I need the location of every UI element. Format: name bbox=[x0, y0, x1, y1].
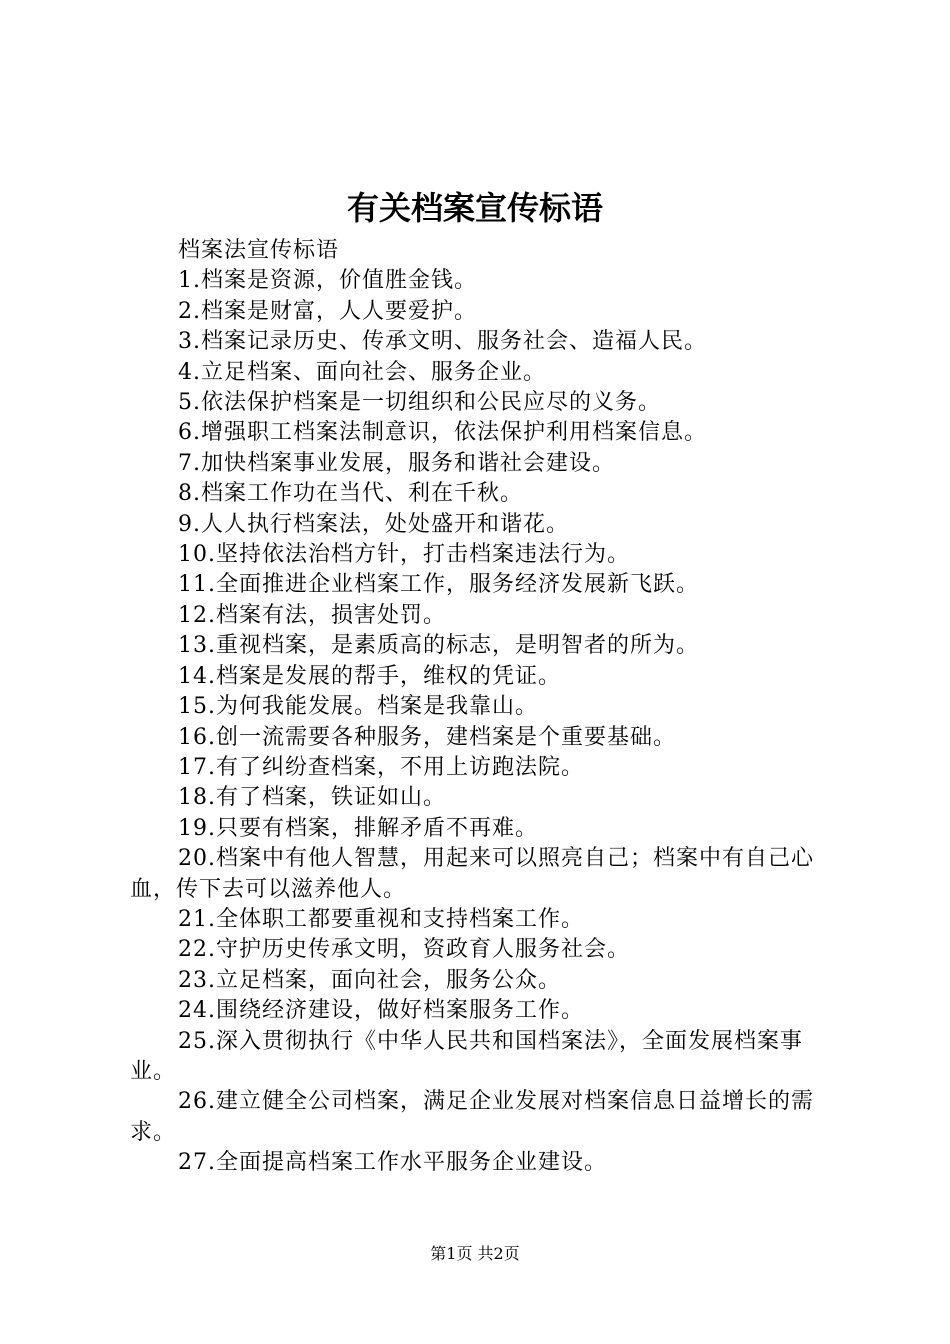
page-title: 有关档案宣传标语 bbox=[346, 189, 603, 227]
slogan-item: 18.有了档案，铁证如山。 bbox=[178, 785, 446, 811]
slogan-item: 27.全面提高档案工作水平服务企业建设。 bbox=[178, 1150, 607, 1176]
slogan-item: 15.为何我能发展。档案是我靠山。 bbox=[178, 694, 538, 720]
slogan-item: 22.守护历史传承文明，资政育人服务社会。 bbox=[178, 937, 630, 963]
slogan-item: 21.全体职工都要重视和支持档案工作。 bbox=[178, 906, 584, 932]
slogan-item: 7.加快档案事业发展，服务和谐社会建设。 bbox=[178, 450, 615, 476]
slogan-item: 25.深入贯彻执行《中华人民共和国档案法》，全面发展档案事业。 bbox=[130, 1028, 803, 1084]
slogan-item: 11.全面推进企业档案工作，服务经济发展新飞跃。 bbox=[178, 572, 699, 598]
slogan-item: 6.增强职工档案法制意识，依法保护利用档案信息。 bbox=[178, 420, 707, 446]
slogan-item: 3.档案记录历史、传承文明、服务社会、造福人民。 bbox=[178, 329, 707, 355]
slogan-item: 2.档案是财富，人人要爱护。 bbox=[178, 298, 477, 324]
slogan-item: 17.有了纠纷查档案，不用上访跑法院。 bbox=[178, 754, 584, 780]
slogan-item: 23.立足档案，面向社会，服务公众。 bbox=[178, 967, 561, 993]
slogan-item: 1.档案是资源，价值胜金钱。 bbox=[178, 268, 477, 294]
slogan-item: 19.只要有档案，排解矛盾不再难。 bbox=[178, 815, 538, 841]
section-heading: 档案法宣传标语 bbox=[178, 238, 340, 263]
slogan-item: 4.立足档案、面向社会、服务企业。 bbox=[178, 359, 546, 385]
slogan-item: 13.重视档案，是素质高的标志，是明智者的所为。 bbox=[178, 633, 699, 659]
slogan-item: 26.建立健全公司档案，满足企业发展对档案信息日益增长的需求。 bbox=[130, 1089, 814, 1145]
slogan-item: 12.档案有法，损害处罚。 bbox=[178, 602, 446, 628]
slogan-item: 8.档案工作功在当代、利在千秋。 bbox=[178, 481, 523, 507]
slogan-item: 16.创一流需要各种服务，建档案是个重要基础。 bbox=[178, 724, 676, 750]
slogan-item: 9.人人执行档案法，处处盛开和谐花。 bbox=[178, 511, 569, 537]
slogan-item: 24.围绕经济建设，做好档案服务工作。 bbox=[178, 998, 584, 1024]
slogan-item: 10.坚持依法治档方针，打击档案违法行为。 bbox=[178, 542, 630, 568]
slogan-item: 20.档案中有他人智慧，用起来可以照亮自己；档案中有自己心血，传下去可以滋养他人。 bbox=[130, 846, 814, 902]
page-footer: 第1页 共2页 bbox=[430, 1244, 520, 1263]
document-body bbox=[130, 236, 830, 1179]
slogan-item: 14.档案是发展的帮手，维权的凭证。 bbox=[178, 663, 561, 689]
slogan-item: 5.依法保护档案是一切组织和公民应尽的义务。 bbox=[178, 390, 661, 416]
